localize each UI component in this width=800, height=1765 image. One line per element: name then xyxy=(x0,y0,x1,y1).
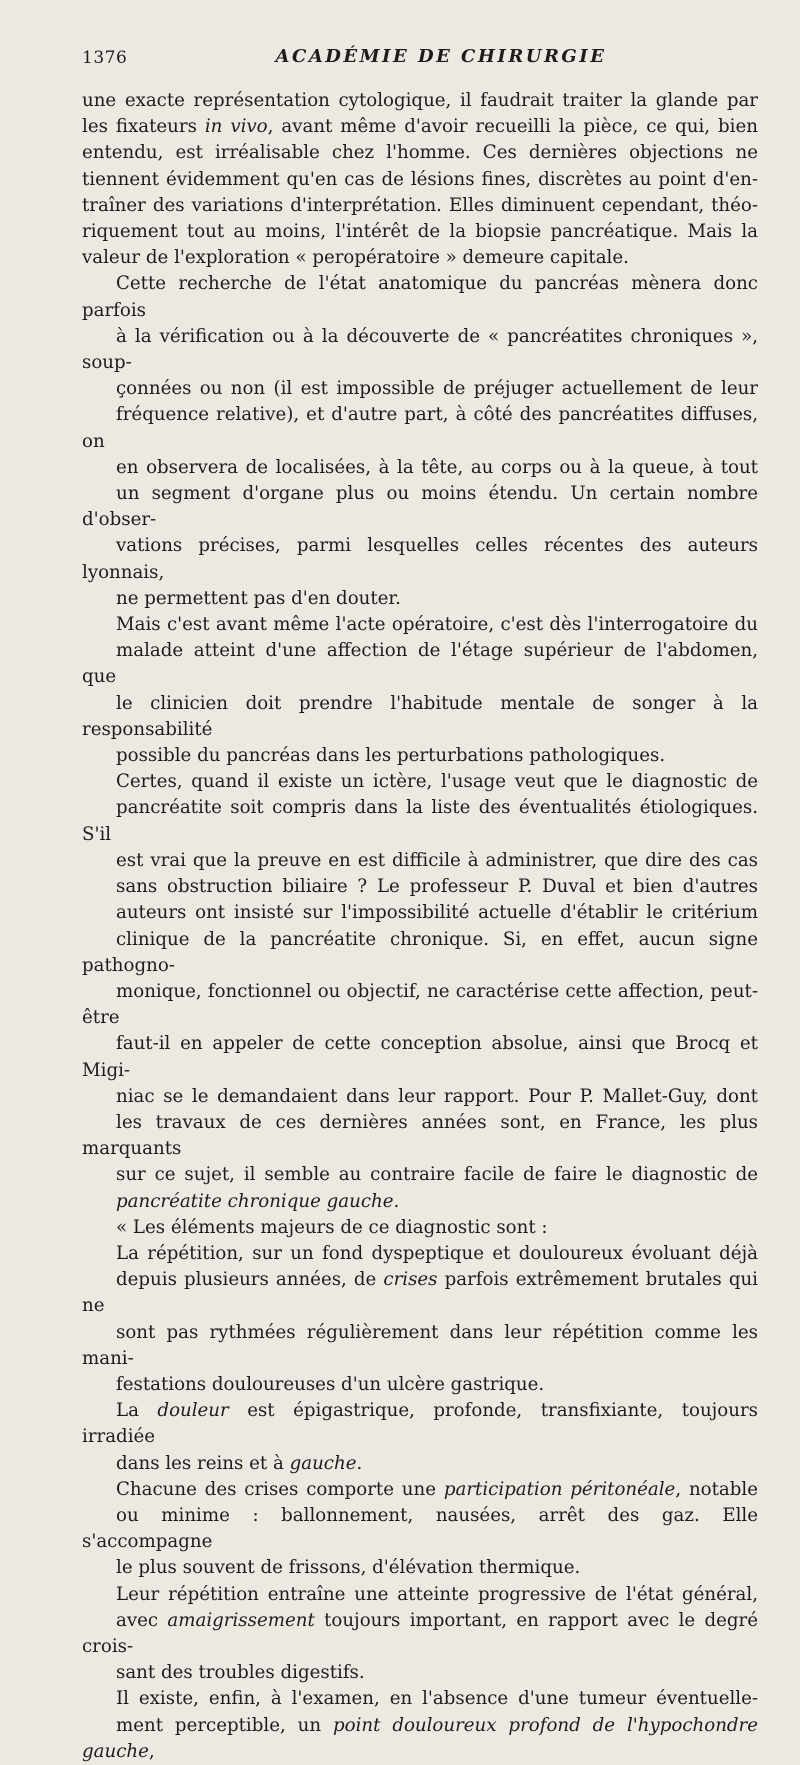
text-line xyxy=(82,455,758,481)
italic-run: participation péritonéale xyxy=(443,1478,676,1500)
text-line xyxy=(82,193,758,219)
text-line xyxy=(82,1582,758,1608)
text-line xyxy=(82,219,758,245)
text-run: Il existe, enfin, à l'examen, en l'absence d'une tumeur éventuelle- xyxy=(116,1688,758,1710)
text-run: , notable xyxy=(675,1478,758,1500)
paragraph xyxy=(82,1241,758,1398)
paragraph xyxy=(82,769,758,1214)
text-line xyxy=(82,1713,758,1765)
text-run: est vrai que la preuve en est difficile à administrer, que dire des cas xyxy=(116,849,758,871)
paragraph xyxy=(82,612,758,769)
text-line xyxy=(82,1503,758,1555)
text-line xyxy=(82,795,758,847)
text-run: valeur de l'exploration « peropératoire » demeure capitale. xyxy=(82,247,629,269)
text-line xyxy=(82,769,758,795)
text-run: tiennent évidemment qu'en cas de lésions fines, discrètes au point d'en- xyxy=(82,168,758,190)
text-run: sont pas rythmées régulièrement dans leur répétition comme les mani- xyxy=(82,1321,758,1369)
text-line xyxy=(82,1451,758,1477)
text-line xyxy=(82,1608,758,1660)
text-line xyxy=(82,114,758,140)
text-line xyxy=(82,167,758,193)
italic-run: amaigrissement xyxy=(167,1609,315,1631)
text-run: clinique de la pancréatite chronique. Si, en effet, aucun signe pathogno- xyxy=(82,928,758,976)
text-run: possible du pancréas dans les perturbations pathologiques. xyxy=(116,745,666,767)
text-line xyxy=(82,1660,758,1686)
text-line xyxy=(82,140,758,166)
paragraph xyxy=(82,1215,758,1241)
text-line xyxy=(82,612,758,638)
paragraph xyxy=(82,1582,758,1687)
text-line xyxy=(82,1084,758,1110)
text-run: , avant même d'avoir recueilli la pièce, ce qui, bien xyxy=(267,116,758,138)
text-line xyxy=(82,324,758,376)
text-run: La répétition, sur un fond dyspeptique et douloureux évoluant déjà xyxy=(116,1242,758,1264)
paragraph xyxy=(82,271,758,612)
text-line xyxy=(82,1110,758,1162)
italic-run: point douloureux profond de l'hypochondre gauche xyxy=(82,1714,759,1762)
text-line xyxy=(82,743,758,769)
text-line xyxy=(82,979,758,1031)
text-run: avec xyxy=(116,1609,168,1631)
text-run: çonnées ou non (il est impossible de préjuger actuellement de leur xyxy=(116,378,758,400)
text-run: traîner des variations d'interprétation. Elles diminuent cependant, théo- xyxy=(82,194,758,216)
text-run: parfois extrêmement brutales qui ne xyxy=(82,1269,758,1317)
text-line xyxy=(82,1031,758,1083)
text-run: vations précises, parmi lesquelles celles récentes des auteurs lyonnais, xyxy=(82,535,758,583)
text-line xyxy=(82,848,758,874)
text-line xyxy=(82,1189,758,1215)
text-line xyxy=(82,402,758,454)
italic-run: gauche xyxy=(289,1452,357,1474)
paragraph xyxy=(82,1398,758,1477)
text-line xyxy=(82,1398,758,1450)
text-run: sant des troubles digestifs. xyxy=(116,1662,365,1684)
text-run: toujours important, en rapport avec le degré crois- xyxy=(82,1609,758,1657)
text-run: « Les éléments majeurs de ce diagnostic sont : xyxy=(116,1216,548,1238)
text-run: riquement tout au moins, l'intérêt de la biopsie pancréatique. Mais la xyxy=(82,221,758,243)
text-line xyxy=(82,1320,758,1372)
text-line xyxy=(82,1267,758,1319)
text-run: les travaux de ces dernières années sont, en France, les plus marquants xyxy=(82,1111,758,1160)
text-line xyxy=(82,1241,758,1267)
italic-run: crises xyxy=(383,1269,438,1291)
text-run: auteurs ont insisté sur l'impossibilité actuelle d'établir le critérium xyxy=(116,902,758,924)
text-run: dans les reins et à xyxy=(116,1452,290,1474)
text-run: le plus souvent de frissons, d'élévation thermique. xyxy=(116,1557,581,1579)
text-run: les fixateurs xyxy=(82,116,205,138)
text-line xyxy=(82,1686,758,1712)
page-number: 1376 xyxy=(82,48,128,68)
text-run: festations douloureuses d'un ulcère gastrique. xyxy=(116,1373,545,1395)
paragraph xyxy=(82,1686,758,1765)
text-run: depuis plusieurs années, de xyxy=(116,1269,384,1291)
italic-run: pancréatite chronique gauche xyxy=(116,1190,394,1212)
text-run: ou minime : ballonnement, nausées, arrêt des gaz. Elle s'accompagne xyxy=(82,1504,758,1553)
italic-run: douleur xyxy=(157,1400,229,1422)
text-line xyxy=(82,1162,758,1188)
text-run: ment perceptible, un xyxy=(116,1714,333,1736)
text-line xyxy=(82,638,758,690)
paragraph xyxy=(82,1477,758,1582)
text-run: Chacune des crises comporte une xyxy=(116,1478,444,1500)
text-line xyxy=(82,1372,758,1398)
text-run: faut-il en appeler de cette conception absolue, ainsi que Brocq et Migi- xyxy=(82,1033,758,1081)
text-line xyxy=(82,1215,758,1241)
paragraph xyxy=(82,88,758,271)
text-line xyxy=(82,88,758,114)
text-run: La xyxy=(116,1400,158,1422)
text-run: Mais c'est avant même l'acte opératoire, c'est dès l'interrogatoire du xyxy=(116,614,758,636)
text-run: à la vérification ou à la découverte de « pancréatites chroniques », soup- xyxy=(82,325,758,374)
text-line xyxy=(82,900,758,926)
page-header xyxy=(82,46,760,76)
text-run: fréquence relative), et d'autre part, à côté des pancréatites diffuses, on xyxy=(82,404,758,452)
text-run: en observera de localisées, à la tête, au corps ou à la queue, à tout xyxy=(116,456,758,478)
text-run: est épigastrique, profonde, transfixiante, toujours irradiée xyxy=(82,1400,759,1448)
text-line xyxy=(82,1555,758,1581)
text-run: le clinicien doit prendre l'habitude mentale de songer à la responsabilité xyxy=(82,692,758,740)
text-run: sans obstruction biliaire ? Le professeur P. Duval et bien d'autres xyxy=(116,876,758,898)
text-run: . xyxy=(356,1452,363,1474)
text-run: entendu, est irréalisable chez l'homme. Ces dernières objections ne xyxy=(82,142,758,164)
text-run: Leur répétition entraîne une atteinte progressive de l'état général, xyxy=(116,1583,758,1605)
text-line xyxy=(82,586,758,612)
text-run: Cette recherche de l'état anatomique du pancréas mènera donc parfois xyxy=(82,273,758,321)
text-line xyxy=(82,245,758,271)
text-run: niac se le demandaient dans leur rapport. Pour P. Mallet-Guy, dont xyxy=(116,1085,758,1107)
text-run: une exacte représentation cytologique, il faudrait traiter la glande par xyxy=(82,90,758,111)
text-line xyxy=(82,481,758,533)
text-run: monique, fonctionnel ou objectif, ne caractérise cette affection, peut-être xyxy=(82,980,758,1029)
body-text xyxy=(82,88,758,1765)
text-run: , xyxy=(148,1740,155,1762)
text-run: un segment d'organe plus ou moins étendu. Un certain nombre d'obser- xyxy=(82,483,758,531)
running-title: ACADÉMIE DE CHIRURGIE xyxy=(275,46,607,67)
text-line xyxy=(82,376,758,402)
text-line xyxy=(82,874,758,900)
text-run: malade atteint d'une affection de l'étage supérieur de l'abdomen, que xyxy=(82,640,758,688)
text-line xyxy=(82,927,758,979)
text-run: pancréatite soit compris dans la liste des éventualités étiologiques. S'il xyxy=(82,797,758,845)
text-line xyxy=(82,533,758,585)
text-line xyxy=(82,1477,758,1503)
text-line xyxy=(82,691,758,743)
text-run: . xyxy=(393,1190,400,1212)
text-run: Certes, quand il existe un ictère, l'usage veut que le diagnostic de xyxy=(116,771,758,793)
text-run: sur ce sujet, il semble au contraire facile de faire le diagnostic de xyxy=(116,1164,758,1186)
italic-run: in vivo xyxy=(204,116,268,138)
text-line xyxy=(82,271,758,323)
text-run: ne permettent pas d'en douter. xyxy=(116,587,401,609)
